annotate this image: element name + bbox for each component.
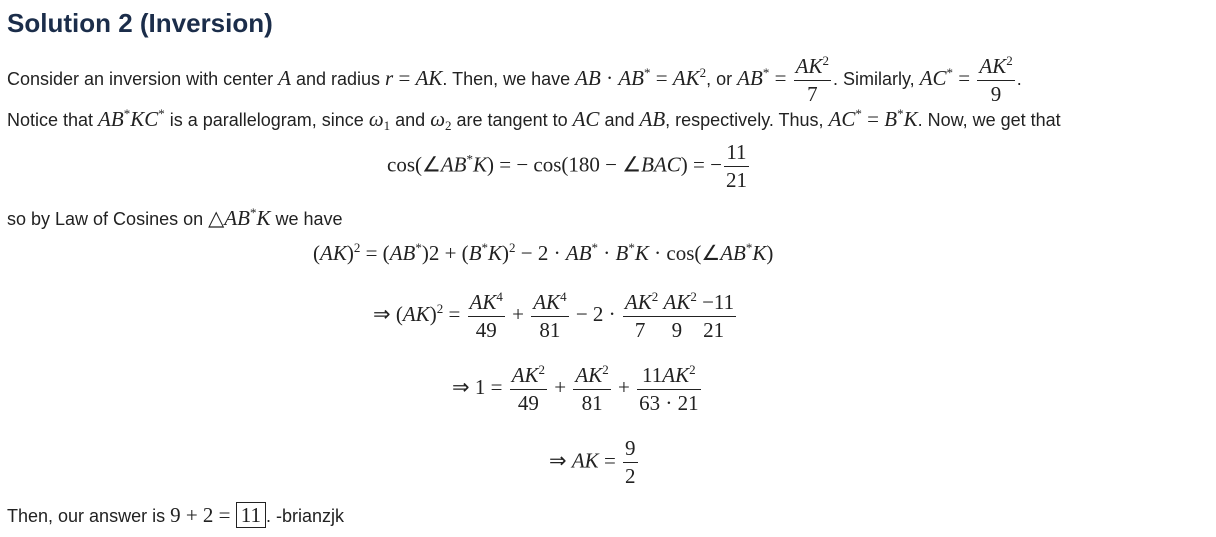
text: and [390, 110, 431, 130]
math-product: AB · $AB^* = AK^2$ [575, 64, 707, 90]
math-A: A [278, 65, 291, 90]
math-omega1: $\omega_1$ [368, 107, 391, 133]
text: , respectively. Thus, [665, 110, 829, 130]
text: we have [270, 209, 343, 229]
equation-law-of-cosines: $(AK)^2 = (AB^*)2 + (B^*K)^2 - 2 \cdot AB^* \cdot B^*K$ · cos(∠AB*K) [313, 240, 774, 265]
solution-heading: Solution 2 (Inversion) [7, 8, 273, 38]
text: Then, our answer is [7, 506, 171, 526]
paragraph-line-3 [7, 205, 343, 231]
math-ACstar: AC* = $\frac{AK^2}{9}$ [919, 53, 1013, 106]
text: . [1016, 68, 1022, 89]
text: and radius [290, 68, 386, 89]
text: is a parallelogram, since [164, 110, 369, 130]
math-answer-sum: 9 + 2 = 11 [170, 502, 266, 528]
text: so by Law of Cosines on [7, 209, 209, 229]
text: , or [706, 68, 738, 89]
text: Consider an inversion with center [7, 68, 279, 89]
math-triangle: △AB*K [208, 205, 271, 230]
math-radius: r = AK [385, 65, 443, 90]
equation-result: ⇒ AK = $\frac{9}{2}$ [549, 436, 636, 488]
math-ABstar: AB* = $\frac{AK^2}{7}$ [737, 53, 830, 106]
math-parallelogram: AB*KC* [98, 106, 165, 131]
equation-step-1: ⇒ (AK)$^2$ = $\frac{AK^4}{49}$ + $\frac{AK^4}{81}$ − 2 · $\frac{AK^2 AK^2 -11}{7 9 21}$ [373, 289, 735, 342]
equation-cosine: cos(∠AB*K) = − cos(180 − ∠BAC) = − $\frac{11}{21}$ [387, 140, 747, 192]
text: and [599, 110, 640, 130]
text: . Now, we get that [917, 110, 1061, 130]
answer-box: 11 [236, 502, 266, 528]
math-equality: AC* = B*K [828, 106, 918, 131]
math-AB: AB [639, 107, 666, 131]
paragraph-line-2 [7, 106, 1061, 134]
math-omega2: $\omega_2$ [430, 107, 452, 133]
text: are tangent to [451, 110, 573, 130]
math-AC: AC [572, 107, 600, 131]
paragraph-line-1 [7, 53, 1022, 107]
text: Notice that [7, 110, 99, 130]
text: . Similarly, [833, 68, 920, 89]
paragraph-line-4 [7, 503, 344, 528]
text: . -brianzjk [266, 506, 345, 526]
text: . Then, we have [442, 68, 576, 89]
equation-step-2: ⇒ 1 = $\frac{AK^2}{49}$ + $\frac{AK^2}{81}$ + $\frac{11AK^2}{63 \cdot 21}$ [452, 362, 699, 415]
